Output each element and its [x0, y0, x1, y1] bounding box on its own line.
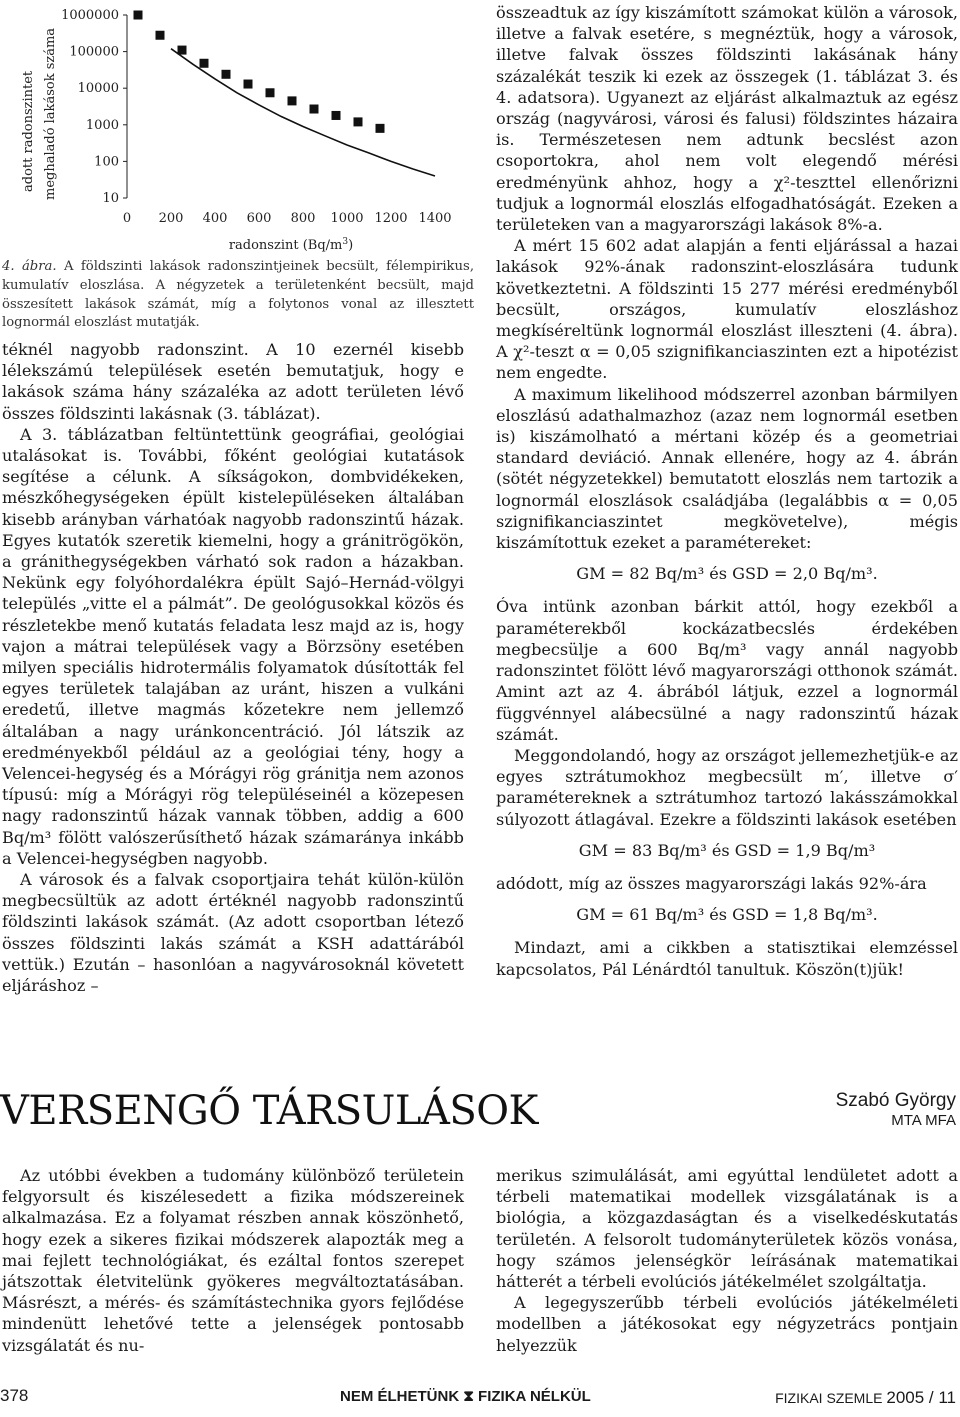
x-tick-label: 1400 — [418, 211, 452, 226]
data-point-square — [266, 88, 275, 97]
paragraph: téknél nagyobb radonszint. A 10 ezernél kisebb lélekszámú települések esetén bemutatjuk, hogy e lakások száma hány százaléka az adott területen lévő összes földszinti lakásnak (3. táblázat). — [2, 340, 464, 423]
lognormal-fit-line — [171, 49, 435, 176]
data-point-square — [332, 111, 341, 120]
x-tick-label: 400 — [202, 211, 228, 226]
data-point-square — [222, 70, 231, 79]
x-tick-label: 0 — [122, 211, 132, 226]
article-title: VERSENGŐ TÁRSULÁSOK — [0, 1088, 538, 1134]
data-point-square — [134, 11, 143, 20]
x-tick-label: 600 — [246, 211, 272, 226]
y-tick-label: 100000 — [69, 44, 119, 60]
article-paragraph: A legegyszerűbb térbeli evolúciós játékelméleti modellben a játékosokat egy négyzetrács pontjain helyezzük — [496, 1293, 958, 1355]
page-number: 378 — [0, 1386, 29, 1405]
paragraph: összeadtuk az így kiszámított számokat külön a városok, illetve a falvak esetére, s megnéztük, hogy a városok, illetve falvak összes földszinti lakásának hány százalékát teszik ki ezek az összegek (1. táblázat 3. és 4. adatsora). Ugyanezt az eljárást alkalmaztuk az egész ország (nagyvárosi, városi és falusi) földszintes házaira is. Természetesen nem adtunk becslést azon csoportokra, ahol nem volt elegendő mérési eredményünk ahhoz, hogy a χ²-teszttel ellenőrizni tudjuk a lognormál eloszlás elfogadhatóságát. Ezeken a területeken van a magyarországi lakások 8%-a. — [496, 3, 958, 235]
x-tick-label: 1200 — [374, 211, 408, 226]
paragraph: A 3. táblázatban feltüntettünk geográfiai, geológiai utalásokat is. További, főként geológiai kutatások segítése a célunk. A síkságokon, dombvidékeken, mészkőhegységeken épült kistelepüléseken általában kisebb arányban várhatóak nagyobb radonszintű házak. Egyes kutatók szeretik kiemelni, hogy a gránitrögökön, a gránithegységekben várható sok radon a házakban. Nekünk egy folyóhordalékra épült Sajó–Hernád-völgyi település „vitte el a pálmát”. De geológusokkal közös és részletekbe menő kutatás feladata lesz majd az is, hogy vajon a mátrai települések vagy a Börzsöny esetében milyen speciális hidrotermális folyamatok dúsították fel egyes területek talajában az uránt, hiszen a vulkáni eredetű, illetve magmás kőzetekre nem jellemző általában a nagy uránkoncentráció. Jól látszik az eredményekből például az a geológiai tény, hogy a Velencei-hegység és a Mórágyi rög gránitja nem azonos típusú: míg a Mórágyi rög településeinél a közepesen nagy radonszintű házak vannak többen, addig a 600 Bq/m³ fölött valószerűsíthető házak számaránya inkább a Velencei-hegységben nagyobb. — [2, 424, 464, 868]
figure-caption-text: A földszinti lakások radonszintjeinek becsült, félempirikus, kumulatív eloszlása. A négyzetek a területenként becsült, majd összesített lakások számát, míg a folytonos vonal az illesztett lognormál eloszlást mutatják. — [2, 259, 475, 331]
paragraph: Mindazt, ami a cikkben a statisztikai elemzéssel kapcsolatos, Pál Lénárdtól tanultuk. Köszön(t)jük! — [496, 938, 958, 979]
data-point-square — [178, 46, 187, 55]
paragraph: Óva intünk azonban bárkit attól, hogy ezekből a paraméterekből kockázatbecslés érdekében megbecsülje a 600 Bq/m³ vagy annál nagyobb radonszintet fölött lévő magyarországi otthonok számát. Amint azt az 4. ábrából látjuk, ezzel a lognormál függvénnyel alábecsülné a nagy radonszintű házak számát. — [496, 597, 958, 744]
paragraph: adódott, míg az összes magyarországi lakás 92%-ára — [496, 873, 927, 893]
journal-issue: 2005 / 11 — [886, 1388, 956, 1407]
chart-plot — [55, 0, 515, 258]
left-column — [2, 339, 464, 996]
right-column — [496, 2, 958, 980]
paragraph: A maximum likelihood módszerrel azonban bármilyen eloszlású adathalmazhoz (azaz nem lognormál esetben is) kiszámolható a mértani közép és a geometriai standard deviáció. Annak ellenére, hogy az 4. ábrán (sötét négyzetekkel) bemutatott eloszlás nem tartozik a lognormál eloszlások családjába (legalábbis α = 0,05 szignifikanciaszintet megkövetelve), mégis kiszámítottuk ezeket a paramétereket: — [496, 384, 958, 553]
data-point-square — [156, 31, 165, 40]
article-left-column — [2, 1165, 464, 1356]
y-tick-label: 10000 — [77, 81, 119, 97]
paragraph: Meggondolandó, hogy az országot jellemezhetjük-e az egyes sztrátumokhoz megbecsült m′, illetve σ′ paramétereknek a sztrátumhoz tartozó lakásszámokkal súlyozott átlagával. Ezekre a földszinti lakások esetében — [496, 745, 958, 829]
y-tick-label: 1000 — [85, 117, 119, 133]
equation: GM = 83 Bq/m³ és GSD = 1,9 Bq/m³ — [578, 840, 876, 860]
y-label-line1: adott radonszintet — [21, 70, 36, 192]
figure-number: 4. ábra. — [2, 259, 57, 274]
data-point-square — [200, 59, 209, 68]
paragraph: A városok és a falvak csoportjaira tehát külön-külön megbecsültük az adott értéknél nagyobb radonszintű földszinti lakások számát. (Az adott csoportban létező összes földszinti lakás számát a KSH adattárából vettük.) Ezután – hasonlóan a nagyvárosoknál követett eljáráshoz – — [2, 870, 464, 996]
paragraph: A mért 15 602 adat alapján a fenti eljárással a hazai lakások 92%-ának radonszint-eloszlására tudunk következtetni. A földszinti 15 277 mérési eredményből becsült, országos, kumulatív eloszláshoz megkíséreltünk lognormál eloszlást illeszteni (4. ábra). A χ²-teszt α = 0,05 szignifikanciaszinten ezt a hipotézist nem engedte. — [496, 236, 958, 383]
author-name: Szabó György — [835, 1090, 956, 1111]
x-tick-label: 800 — [290, 211, 316, 226]
data-point-square — [244, 80, 253, 89]
article-right-column — [496, 1165, 958, 1356]
x-tick-label: 1000 — [330, 211, 364, 226]
journal-series-name: NEM ÉLHETÜNK ⧗ FIZIKA NÉLKÜL — [340, 1388, 591, 1405]
journal-title: FIZIKAI SZEMLE — [775, 1390, 887, 1406]
data-point-square — [310, 105, 319, 114]
x-tick-label: 200 — [158, 211, 184, 226]
article-paragraph: merikus szimulálását, ami egyúttal lendületet adott a térbeli matematikai modellek vizsgálatának is a biológia, a közgazdaságtan és a viselkedéskutatás területén. A felsorolt tudományterületek közös vonása, hogy számos jelenségkör leírásának matematikai hátterét a térbeli evolúciós játékelmélet szolgáltatja. — [496, 1166, 958, 1292]
figure-caption — [2, 258, 474, 333]
journal-info — [775, 1388, 956, 1408]
equation: GM = 82 Bq/m³ és GSD = 2,0 Bq/m³. — [576, 564, 878, 584]
data-point-square — [354, 117, 363, 126]
y-label-line2: meghaladó lakások száma — [43, 27, 58, 200]
y-tick-label: 10 — [102, 191, 119, 206]
author-block — [836, 1090, 956, 1129]
equation: GM = 61 Bq/m³ és GSD = 1,8 Bq/m³. — [576, 905, 878, 925]
y-tick-label: 100 — [94, 154, 119, 170]
author-affiliation: MTA MFA — [891, 1112, 956, 1129]
x-axis-label: radonszint $(Bq/m^3)$ — [228, 237, 354, 253]
data-point-square — [376, 124, 385, 133]
data-point-square — [288, 96, 297, 105]
y-tick-label: 1000000 — [61, 8, 119, 23]
article-paragraph: Az utóbbi években a tudomány különböző területein felgyorsult és kiszélesedett a fizika módszereinek alkalmazása. Ez a folyamat részben annak köszönhető, hogy ezek a sikeres fizikai módszerek alapozták meg a mai fejlett technológiákat, és ezáltal fontos szerepet játszottak életvitelünk gyökeres megváltoztatásában. Másrészt, a mérés- és számítástechnika gyors fejlődése mindenütt lehetővé tette a jelenségek pontosabb vizsgálatát és nu- — [2, 1166, 464, 1355]
page-footer — [0, 1378, 960, 1408]
